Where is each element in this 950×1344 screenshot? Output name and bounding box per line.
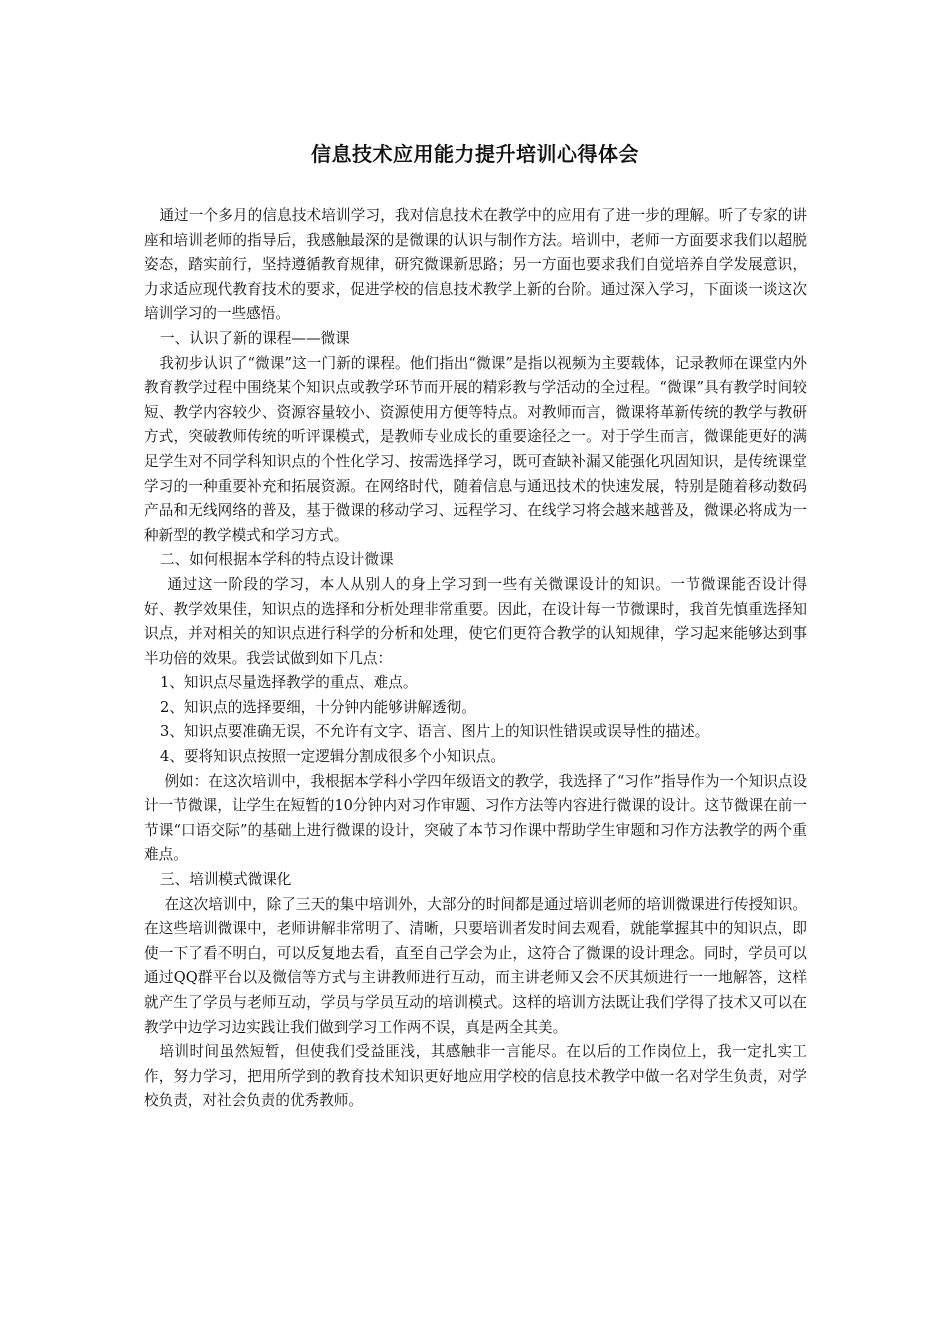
document-body: [144, 204, 807, 1114]
section-heading-3: 三、培训模式微课化: [160, 871, 292, 889]
section-heading-1: 一、认识了新的课程——微课: [160, 329, 350, 347]
list-item: 2、知识点的选择要细，十分钟内能够讲解透彻。: [160, 698, 476, 716]
section-2-paragraph: 通过这一阶段的学习，本人从别人的身上学习到一些有关微课设计的知识。一节微课能否设计得好、教学效果佳，知识点的选择和分析处理非常重要。因此，在设计每一节微课时，我首先慎重选择知识点，并对相关的知识点进行科学的分析和处理，使它们更符合教学的认知规律，学习起来能够达到事半功倍的效果。我尝试做到如下几点：: [144, 575, 807, 667]
intro-paragraph: 通过一个多月的信息技术培训学习，我对信息技术在教学中的应用有了进一步的理解。听了专家的讲座和培训老师的指导后，我感触最深的是微课的认识与制作方法。培训中，老师一方面要求我们以超脱姿态，踏实前行，坚持遵循教育规律，研究微课新思路；另一方面也要求我们自觉培养自学发展意识，力求适应现代教育技术的要求，促进学校的信息技术教学上新的台阶。通过深入学习，下面谈一谈这次培训学习的一些感悟。: [144, 207, 807, 323]
list-item: 4、要将知识点按照一定逻辑分割成很多个小知识点。: [160, 748, 505, 766]
list-item: 3、知识点要准确无误，不允许有文字、语言、图片上的知识性错误或误导性的描述。: [160, 723, 710, 741]
closing-paragraph: 培训时间虽然短暂，但使我们受益匪浅，其感触非一言能尽。在以后的工作岗位上，我一定扎实工作，努力学习，把用所学到的教育技术知识更好地应用学校的信息技术教学中做一名对学生负责，对学校负责，对社会负责的优秀教师。: [144, 1043, 807, 1110]
section-3-paragraph: 在这次培训中，除了三天的集中培训外，大部分的时间都是通过培训老师的培训微课进行传授知识。在这些培训微课中，老师讲解非常明了、清晰，只要培训者发时间去观看，就能掌握其中的知识点，即使一下了看不明白，可以反复地去看，直至自己学会为止，这符合了微课的设计理念。同时，学员可以通过QQ群平台以及微信等方式与主讲教师进行互动，而主讲老师又会不厌其烦进行一一地解答，这样就产生了学员与老师互动，学员与学员互动的培训模式。这样的培训方法既让我们学得了技术又可以在教学中边学习边实践让我们做到学习工作两不误，真是两全其美。: [144, 895, 807, 1036]
section-heading-2: 二、如何根据本学科的特点设计微课: [160, 551, 394, 569]
example-paragraph: 例如：在这次培训中，我根据本学科小学四年级语文的教学，我选择了“习作”指导作为一个知识点设计一节微课，让学生在短暂的10分钟内对习作审题、习作方法等内容进行微课的设计。这节微课在前一节课“口语交际”的基础上进行微课的设计，突破了本节习作课中帮助学生审题和习作方法教学的两个重难点。: [144, 772, 807, 864]
document-title: 信息技术应用能力提升培训心得体会: [311, 142, 639, 166]
list-item: 1、知识点尽量选择教学的重点、难点。: [160, 674, 418, 692]
section-1-paragraph: 我初步认识了“微课”这一门新的课程。他们指出“微课”是指以视频为主要载体，记录教师在课堂内外教育教学过程中围绕某个知识点或教学环节而开展的精彩教与学活动的全过程。“微课”具有教学时间较短、教学内容较少、资源容量较小、资源使用方便等特点。对教师而言，微课将革新传统的教学与教研方式，突破教师传统的听评课模式，是教师专业成长的重要途径之一。对于学生而言，微课能更好的满足学生对不同学科知识点的个性化学习、按需选择学习，既可查缺补漏又能强化巩固知识，是传统课堂学习的一种重要补充和拓展资源。在网络时代，随着信息与通迅技术的快速发展，特别是随着移动数码产品和无线网络的普及，基于微课的移动学习、远程学习、在线学习将会越来越普及，微课必将成为一种新型的教学模式和学习方式。: [144, 354, 807, 544]
